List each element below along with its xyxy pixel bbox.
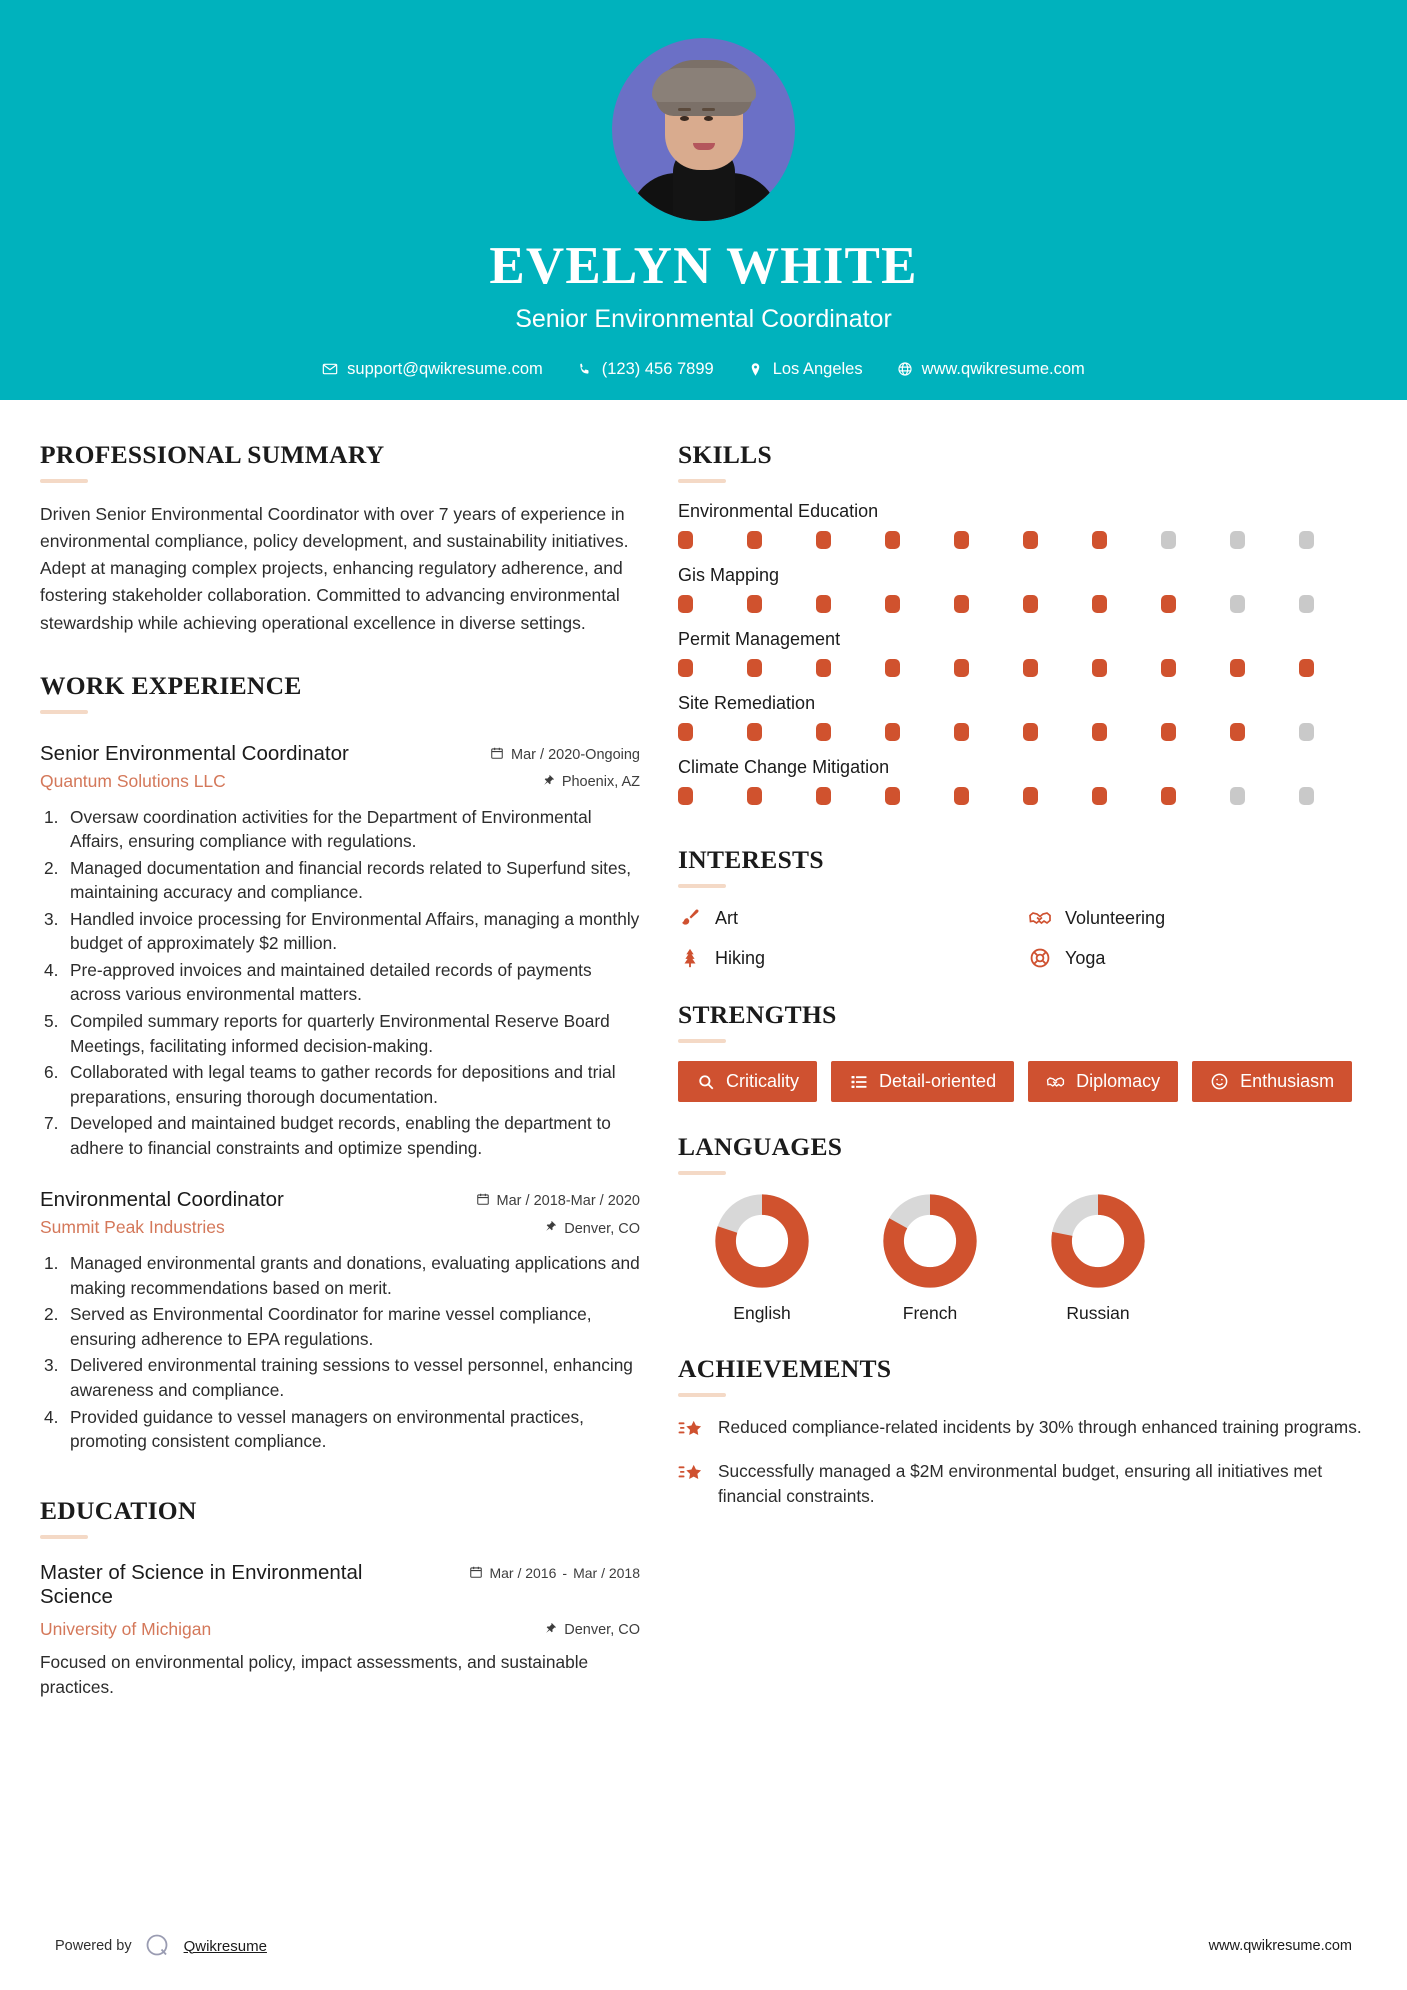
search-icon <box>696 1072 715 1091</box>
left-column <box>40 400 640 1700</box>
skill-label: Gis Mapping <box>678 565 780 585</box>
skill-rating-dot <box>954 787 969 805</box>
work-bullets <box>40 1251 640 1453</box>
skill-rating-dot <box>1230 787 1245 805</box>
skill-rating-dot <box>1230 531 1245 549</box>
skill-rating-dot <box>1092 787 1107 805</box>
language-item <box>846 1193 1014 1324</box>
page-title: EVELYN WHITE <box>489 237 918 295</box>
work-bullet: Managed environmental grants and donations, evaluating applications and making recommendations based on merit. <box>70 1253 640 1298</box>
contact-email-text: support@qwikresume.com <box>347 359 543 378</box>
section-title: STRENGTHS <box>678 1000 837 1029</box>
section-title: ACHIEVEMENTS <box>678 1354 892 1383</box>
section-rule <box>678 479 726 483</box>
footer-url[interactable]: www.qwikresume.com <box>1208 1938 1352 1954</box>
language-donut-chart <box>714 1193 810 1289</box>
envelope-icon <box>322 361 338 377</box>
skill-rating-dot <box>1092 531 1107 549</box>
interest-volunteering <box>1028 906 1368 930</box>
skill-rating-dot <box>954 659 969 677</box>
skill-item <box>678 757 1368 805</box>
list-icon <box>849 1072 868 1091</box>
handshake-icon <box>1046 1072 1065 1091</box>
strength-label: Diplomacy <box>1076 1071 1161 1091</box>
skill-rating-dot <box>816 787 831 805</box>
resume-body <box>0 400 1407 1700</box>
language-donut-chart <box>882 1193 978 1289</box>
skill-label: Climate Change Mitigation <box>678 757 890 777</box>
work-bullet: Oversaw coordination activities for the Department of Environmental Affairs, ensuring compliance with regulations. <box>70 806 592 852</box>
section-title: LANGUAGES <box>678 1132 843 1161</box>
work-bullets <box>40 805 640 1161</box>
powered-by <box>55 1932 267 1960</box>
section-rule <box>678 884 726 888</box>
paintbrush-icon <box>678 906 702 930</box>
strength-diplomacy <box>1028 1061 1178 1102</box>
work-bullet: Compiled summary reports for quarterly Environmental Reserve Board Meetings, facilitating informed decision-making. <box>70 1011 610 1056</box>
interest-yoga <box>1028 946 1368 970</box>
skill-rating-dot <box>885 595 900 613</box>
skill-rating <box>678 723 1368 741</box>
right-column <box>678 400 1368 1700</box>
shooting-star-icon <box>678 1461 704 1487</box>
skill-rating-dot <box>1161 723 1176 741</box>
skill-rating-dot <box>1023 531 1038 549</box>
section-work-experience <box>40 671 640 1454</box>
calendar-icon <box>476 1192 490 1210</box>
section-skills <box>678 440 1368 805</box>
language-label: Russian <box>1066 1303 1130 1323</box>
language-label: French <box>902 1303 958 1323</box>
skill-rating-dot <box>747 723 762 741</box>
skill-rating-dot <box>1299 659 1314 677</box>
skill-rating-dot <box>954 723 969 741</box>
section-strengths <box>678 1000 1368 1102</box>
work-date <box>476 1192 640 1210</box>
skill-rating-dot <box>1161 659 1176 677</box>
education-date-start: Mar / 2016 <box>489 1565 557 1582</box>
work-bullet: Provided guidance to vessel managers on environmental practices, promoting consistent compliance. <box>70 1406 584 1452</box>
interests-grid <box>678 906 1368 970</box>
calendar-icon <box>469 1565 483 1584</box>
footer <box>0 1932 1407 1960</box>
skill-rating-dot <box>1299 723 1314 741</box>
skill-rating-dot <box>1023 659 1038 677</box>
interest-label: Volunteering <box>1065 907 1166 928</box>
job-title: Senior Environmental Coordinator <box>515 304 892 333</box>
section-rule <box>40 710 88 714</box>
work-date <box>490 746 640 764</box>
contact-website[interactable] <box>880 360 1102 379</box>
interest-label: Art <box>715 907 739 928</box>
skill-rating-dot <box>885 531 900 549</box>
skill-rating-dot <box>816 531 831 549</box>
strength-label: Criticality <box>726 1071 800 1091</box>
skill-rating-dot <box>816 723 831 741</box>
skill-rating-dot <box>747 659 762 677</box>
section-professional-summary <box>40 440 640 637</box>
education-date <box>469 1565 640 1584</box>
skill-rating-dot <box>747 595 762 613</box>
skill-rating <box>678 787 1368 805</box>
work-bullet: Pre-approved invoices and maintained detailed records of payments across various environmental matters. <box>70 959 592 1005</box>
skill-rating <box>678 595 1368 613</box>
achievement-text: Successfully managed a $2M environmental budget, ensuring all initiatives met financial constraints. <box>718 1461 1323 1507</box>
work-entry <box>40 742 640 1161</box>
skill-rating-dot <box>1230 659 1245 677</box>
education-degree: Master of Science in Environmental Science <box>40 1560 363 1608</box>
section-title: INTERESTS <box>678 845 824 874</box>
skill-rating-dot <box>816 595 831 613</box>
achievement-text: Reduced compliance-related incidents by 30% through enhanced training programs. <box>718 1417 1362 1437</box>
section-rule <box>678 1393 726 1397</box>
strength-detail-oriented <box>831 1061 1014 1102</box>
contact-phone[interactable] <box>560 360 731 379</box>
skill-rating-dot <box>678 595 693 613</box>
skill-label: Site Remediation <box>678 693 816 713</box>
section-rule <box>678 1171 726 1175</box>
language-donut-chart <box>1050 1193 1146 1289</box>
skill-rating-dot <box>1230 723 1245 741</box>
skill-rating-dot <box>1023 595 1038 613</box>
skill-rating-dot <box>1299 531 1314 549</box>
section-rule <box>40 479 88 483</box>
pine-tree-icon <box>678 946 702 970</box>
powered-by-label: Powered by <box>55 1938 132 1954</box>
skill-rating-dot <box>1161 595 1176 613</box>
section-rule <box>678 1039 726 1043</box>
achievement-item <box>678 1459 1368 1509</box>
contact-location[interactable] <box>731 360 880 379</box>
education-location <box>544 1622 640 1639</box>
skill-rating-dot <box>1161 531 1176 549</box>
skill-item <box>678 501 1368 549</box>
contact-email[interactable] <box>305 360 560 379</box>
section-languages <box>678 1132 1368 1324</box>
work-role: Environmental Coordinator <box>40 1188 284 1212</box>
contact-row <box>305 360 1102 379</box>
phone-icon <box>577 361 593 377</box>
section-title: EDUCATION <box>40 1495 197 1525</box>
work-date-text: Mar / 2020-Ongoing <box>511 746 640 763</box>
work-company: Quantum Solutions LLC <box>40 770 226 791</box>
shooting-star-icon <box>678 1417 704 1443</box>
work-bullet: Managed documentation and financial records related to Superfund sites, maintaining accuracy and compliance. <box>70 857 632 903</box>
strength-enthusiasm <box>1192 1061 1352 1102</box>
education-school: University of Michigan <box>40 1618 212 1639</box>
skill-rating-dot <box>1230 595 1245 613</box>
education-date-end: Mar / 2018 <box>573 1565 640 1582</box>
skill-rating-dot <box>1023 787 1038 805</box>
qwikresume-logo-icon <box>144 1932 172 1960</box>
skill-item <box>678 629 1368 677</box>
handshake-icon <box>1028 906 1052 930</box>
skill-rating-dot <box>885 787 900 805</box>
education-entry <box>40 1561 640 1700</box>
skill-rating-dot <box>1023 723 1038 741</box>
skill-rating-dot <box>1092 723 1107 741</box>
resume-header <box>0 0 1407 400</box>
location-pin-icon <box>748 361 764 377</box>
skill-rating-dot <box>678 531 693 549</box>
work-location <box>542 774 640 791</box>
skill-rating-dot <box>747 787 762 805</box>
avatar <box>612 38 795 221</box>
skill-rating-dot <box>1161 787 1176 805</box>
work-bullet: Delivered environmental training sessions to vessel personnel, enhancing awareness and compliance. <box>70 1355 633 1401</box>
skill-rating-dot <box>1092 595 1107 613</box>
section-achievements <box>678 1354 1368 1509</box>
work-location-text: Phoenix, AZ <box>561 774 640 791</box>
work-bullet: Served as Environmental Coordinator for marine vessel compliance, ensuring adherence to EPA regulations. <box>70 1304 592 1349</box>
interest-label: Yoga <box>1065 947 1106 968</box>
achievement-item <box>678 1415 1368 1443</box>
skill-rating-dot <box>1299 595 1314 613</box>
strengths-list <box>678 1061 1368 1102</box>
work-bullet: Collaborated with legal teams to gather records for depositions and trial preparations, ensuring thorough documentation. <box>70 1062 616 1107</box>
globe-icon <box>897 361 913 377</box>
section-title: PROFESSIONAL SUMMARY <box>40 440 385 469</box>
interest-art <box>678 906 1018 930</box>
skill-rating-dot <box>816 659 831 677</box>
work-location <box>544 1220 640 1237</box>
map-pin-icon <box>542 774 555 791</box>
map-pin-icon <box>544 1220 557 1237</box>
education-description: Focused on environmental policy, impact assessments, and sustainable practices. <box>40 1651 589 1697</box>
skill-rating <box>678 531 1368 549</box>
skill-item <box>678 565 1368 613</box>
lifebuoy-icon <box>1028 946 1052 970</box>
summary-text: Driven Senior Environmental Coordinator with over 7 years of experience in environmental compliance, policy development, and sustainability initiatives. Adept at managing complex projects, enhancing regulatory adherence, and fostering stakeholder collaboration. Committed to advancing environmental stewardship while achieving operational excellence in diverse settings. <box>40 504 629 633</box>
contact-location-text: Los Angeles <box>772 359 863 378</box>
language-item <box>1014 1193 1182 1324</box>
smiley-icon <box>1210 1072 1229 1091</box>
interest-label: Hiking <box>715 947 766 968</box>
map-pin-icon <box>544 1622 557 1639</box>
work-bullet: Handled invoice processing for Environmental Affairs, managing a monthly budget of approximately $2 million. <box>70 908 640 954</box>
skill-label: Permit Management <box>678 629 841 649</box>
strength-label: Detail-oriented <box>879 1071 997 1091</box>
strength-criticality <box>678 1061 817 1102</box>
skill-rating-dot <box>1299 787 1314 805</box>
work-company: Summit Peak Industries <box>40 1217 225 1238</box>
qwikresume-link[interactable]: Qwikresume <box>183 1937 267 1955</box>
education-date-separator: - <box>562 1565 568 1582</box>
languages-list <box>678 1193 1368 1324</box>
work-location-text: Denver, CO <box>564 1220 640 1237</box>
interest-hiking <box>678 946 1018 970</box>
work-bullet: Developed and maintained budget records, enabling the department to adhere to financial constraints and optimize spending. <box>70 1113 611 1158</box>
skill-label: Environmental Education <box>678 501 879 521</box>
section-education <box>40 1496 640 1700</box>
section-title: SKILLS <box>678 440 772 469</box>
section-rule <box>40 1535 88 1539</box>
section-title: WORK EXPERIENCE <box>40 670 302 700</box>
skill-rating-dot <box>678 723 693 741</box>
skill-rating <box>678 659 1368 677</box>
skill-rating-dot <box>954 531 969 549</box>
skill-rating-dot <box>1092 659 1107 677</box>
contact-phone-text: (123) 456 7899 <box>601 359 714 378</box>
skill-rating-dot <box>954 595 969 613</box>
section-interests <box>678 845 1368 970</box>
work-entry <box>40 1188 640 1453</box>
work-date-text: Mar / 2018-Mar / 2020 <box>496 1193 640 1210</box>
work-role: Senior Environmental Coordinator <box>40 741 349 765</box>
skill-rating-dot <box>747 531 762 549</box>
skill-rating-dot <box>885 723 900 741</box>
skill-item <box>678 693 1368 741</box>
language-item <box>678 1193 846 1324</box>
skill-rating-dot <box>678 659 693 677</box>
skills-list <box>678 501 1368 805</box>
education-location-text: Denver, CO <box>564 1622 640 1639</box>
skill-rating-dot <box>678 787 693 805</box>
language-label: English <box>733 1303 791 1323</box>
strength-label: Enthusiasm <box>1240 1071 1335 1091</box>
calendar-icon <box>490 746 504 764</box>
skill-rating-dot <box>885 659 900 677</box>
contact-website-text: www.qwikresume.com <box>921 359 1085 378</box>
